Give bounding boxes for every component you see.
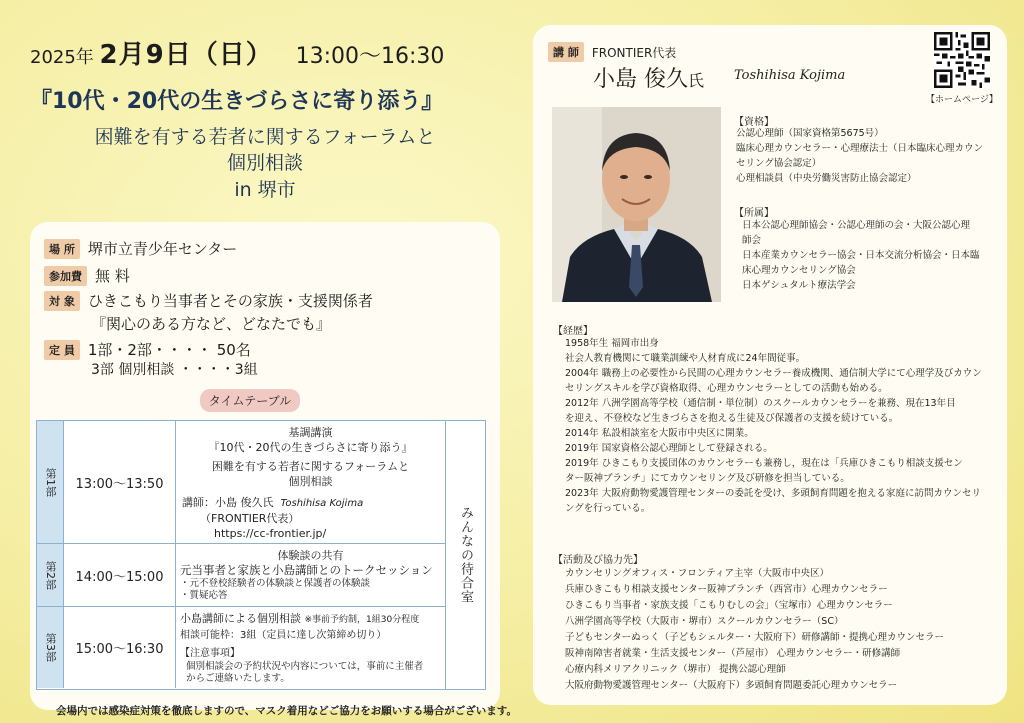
target-label: 対 象 xyxy=(44,291,80,311)
target-value-1: ひきこもり当事者とその家族・支援関係者 xyxy=(87,292,373,310)
lecturer-label: 講 師 xyxy=(548,42,584,62)
timetable xyxy=(36,420,486,690)
event-subtitle-2: 個別相談 xyxy=(226,152,303,174)
activities-head: 【活動及び協力先】 xyxy=(553,555,643,566)
row3-line1-note: ※事前予約制，1組30分程度 xyxy=(304,615,420,625)
career-item: 1958年生 福岡市出身 xyxy=(565,338,659,349)
career-item: ングを行っている。 xyxy=(565,503,651,514)
row1-speaker-line xyxy=(180,495,441,511)
career-item: 2004年 職務上の必要性から民間の心理カウンセラー養成機関、通信制大学にて心理学及びカウン xyxy=(565,368,982,379)
career-head: 【経歴】 xyxy=(553,326,593,337)
waiting-room xyxy=(445,421,485,689)
content-3 xyxy=(176,607,445,688)
part-label-2: 第2部 xyxy=(37,544,64,606)
qualification-item: 臨床心理カウンセラー・心理療法士（日本臨床心理カウン xyxy=(736,143,984,154)
activity-item: 八洲学園高等学校（大阪市・堺市）スクールカウンセラー（SC） xyxy=(565,616,844,627)
timetable-row-2 xyxy=(37,544,445,607)
event-year: 2025年 xyxy=(30,47,94,68)
qualifications-head: 【資格】 xyxy=(734,117,774,128)
timetable-label: タイムテーブル xyxy=(200,389,300,412)
row3-line1-wrap xyxy=(180,611,441,628)
event-subtitle-1: 困難を有する若者に関するフォーラムと xyxy=(94,126,436,148)
activity-item: カウンセリングオフィス・フロンティア主宰（大阪市中央区） xyxy=(565,568,830,579)
activity-item: 阪神南障害者就業・生活支援センター（芦屋市） 心理カウンセラー・研修講師 xyxy=(565,648,901,659)
venue-value: 堺市立青少年センター xyxy=(87,240,238,258)
affiliation-item: 日本ゲシュタルト療法学会 xyxy=(742,280,856,291)
affiliation-item: 日本産業カウンセラー協会・日本交流分析協会・日本臨 xyxy=(742,250,980,261)
career-item: 社会人教育機関にて職業訓練や人材育成に24年間従事。 xyxy=(565,353,806,364)
career-item: 2012年 八洲学園高等学校（通信制・単位制）のスクールカウンセラーを兼務、現在13年目 xyxy=(565,398,956,409)
time-2: 14:00〜15:00 xyxy=(64,544,176,606)
lecturer-honorific: 氏 xyxy=(688,71,705,90)
row1-line3: 個別相談 xyxy=(288,475,333,488)
career-item: 2014年 私設相談室を大阪市中央区に開業。 xyxy=(565,428,754,439)
lecturer-photo xyxy=(552,107,721,302)
qualification-item: セリング協会認定） xyxy=(736,158,822,169)
row3-note2: からご連絡いたします。 xyxy=(186,673,290,684)
waiting-room-label: みんなの待合室 xyxy=(458,506,473,604)
lecturer-roman: Toshihisa Kojima xyxy=(734,68,846,83)
fee-label: 参加費 xyxy=(44,266,87,286)
row1-speaker: 講師：小島 俊久氏 xyxy=(182,496,274,509)
part-label-1: 第1部 xyxy=(37,421,64,543)
timetable-row-3 xyxy=(37,607,445,688)
affiliations-head: 【所属】 xyxy=(734,208,774,219)
affiliation-item: 床心理カウンセリング協会 xyxy=(742,265,856,276)
row1-url[interactable]: https://cc-frontier.jp/ xyxy=(214,527,327,540)
content-1 xyxy=(176,421,445,543)
career-item: ター阪神ブランチ」にてカウンセリング及び研修を担当している。 xyxy=(565,473,850,484)
qr-label: 【ホームページ】 xyxy=(926,95,998,105)
row2-line2: ・元不登校経験者の体験談と保護者の体験談 xyxy=(180,578,371,589)
capacity-label: 定 員 xyxy=(44,340,80,360)
affiliation-item: 日本公認心理師協会・公認心理師の会・大阪公認心理 xyxy=(742,220,971,231)
lecturer-name: 小島 俊久 xyxy=(593,67,688,92)
row3-line1: 小島講師による個別相談 xyxy=(180,612,301,625)
event-subtitle-3: in 堺市 xyxy=(234,179,296,201)
venue-label: 場 所 xyxy=(44,239,80,259)
career-item: 2023年 大阪府動物愛護管理センターの委託を受け、多頭飼育問題を抱える家庭に訪問カウンセリ xyxy=(565,488,981,499)
event-title: 『10代・20代の生きづらさに寄り添う』 xyxy=(30,89,444,114)
content-2 xyxy=(176,544,445,606)
activity-item: 心療内科メリアクリニック（堺市） 提携公認心理師 xyxy=(565,664,786,675)
lecturer-name-line xyxy=(593,62,704,93)
capacity-value-2: 3部 個別相談 ・・・・3組 xyxy=(91,362,258,378)
row2-heading: 体験談の共有 xyxy=(277,549,344,562)
fee-row xyxy=(44,265,130,286)
event-date: 2月9日（日） xyxy=(99,40,273,70)
notice: 会場内では感染症対策を徹底しますので、マスク着用などご協力をお願いする場合がございます。 xyxy=(56,705,517,717)
career-item: 2019年 ひきこもり支援団体のカウンセラーも兼務し，現在は「兵庫ひきこもり相談支援セン xyxy=(565,458,963,469)
row2-line3: ・質疑応答 xyxy=(180,590,228,601)
row1-heading: 基調講演 xyxy=(288,426,333,439)
career-item: 2019年 国家資格公認心理師として登録される。 xyxy=(565,443,773,454)
qualification-item: 心理相談員（中央労働災害防止協会認定） xyxy=(736,173,917,184)
row1-line1: 『10代・20代の生きづらさに寄り添う』 xyxy=(208,441,413,454)
career-item: セリングスキルを学び資格取得、心理カウンセラーとしての活動も始める。 xyxy=(565,383,888,394)
career-item: を迎え、不登校など生きづらさを抱える生徒及び保護者の支援を続けている。 xyxy=(565,413,899,424)
event-date-line xyxy=(30,34,444,71)
venue-row xyxy=(44,238,237,259)
qr-code-icon[interactable] xyxy=(934,32,990,88)
target-value-2: 『関心のある方など、どなたでも』 xyxy=(91,315,332,333)
row3-note1: 個別相談会の予約状況や内容については，事前に主催者 xyxy=(186,661,424,672)
event-time: 13:00〜16:30 xyxy=(295,44,445,69)
row3-note-head: 【注意事項】 xyxy=(180,648,240,659)
activity-item: 大阪府動物愛護管理センター（大阪府下）多頭飼育問題委託心理カウンセラー xyxy=(565,680,898,691)
activity-item: ひきこもり当事者・家族支援「こもりむしの会」（宝塚市）心理カウンセラー xyxy=(565,600,893,611)
lecturer-role: FRONTIER代表 xyxy=(591,45,677,60)
row3-line2: 相談可能枠：3組（定員に達し次第締め切り） xyxy=(180,630,387,641)
capacity-value-1: 1部・2部・・・・ 50名 xyxy=(87,341,251,359)
row1-line2: 困難を有する若者に関するフォーラムと xyxy=(211,460,410,473)
row1-speaker-roman: Toshihisa Kojima xyxy=(280,498,364,509)
lecturer-role-line xyxy=(548,42,676,62)
row1-org: （FRONTIER代表） xyxy=(200,512,300,525)
qualification-item: 公認心理師（国家資格第5675号） xyxy=(736,128,884,139)
timetable-row-1 xyxy=(37,421,445,544)
target-row xyxy=(44,290,373,311)
fee-value: 無 料 xyxy=(95,267,130,285)
affiliation-item: 師会 xyxy=(742,235,762,246)
row2-line1: 元当事者と家族と小島講師とのトークセッション xyxy=(180,563,433,577)
time-1: 13:00〜13:50 xyxy=(64,421,176,543)
capacity-row xyxy=(44,339,251,360)
activity-item: 兵庫ひきこもり相談支援センター阪神ブランチ（西宮市）心理カウンセラー xyxy=(565,584,888,595)
time-3: 15:00〜16:30 xyxy=(64,607,176,688)
activity-item: 子どもセンターぬっく（子どもシェルター・大阪府下）研修講師・提携心理カウンセラー xyxy=(565,632,945,643)
part-label-3: 第3部 xyxy=(37,607,64,688)
